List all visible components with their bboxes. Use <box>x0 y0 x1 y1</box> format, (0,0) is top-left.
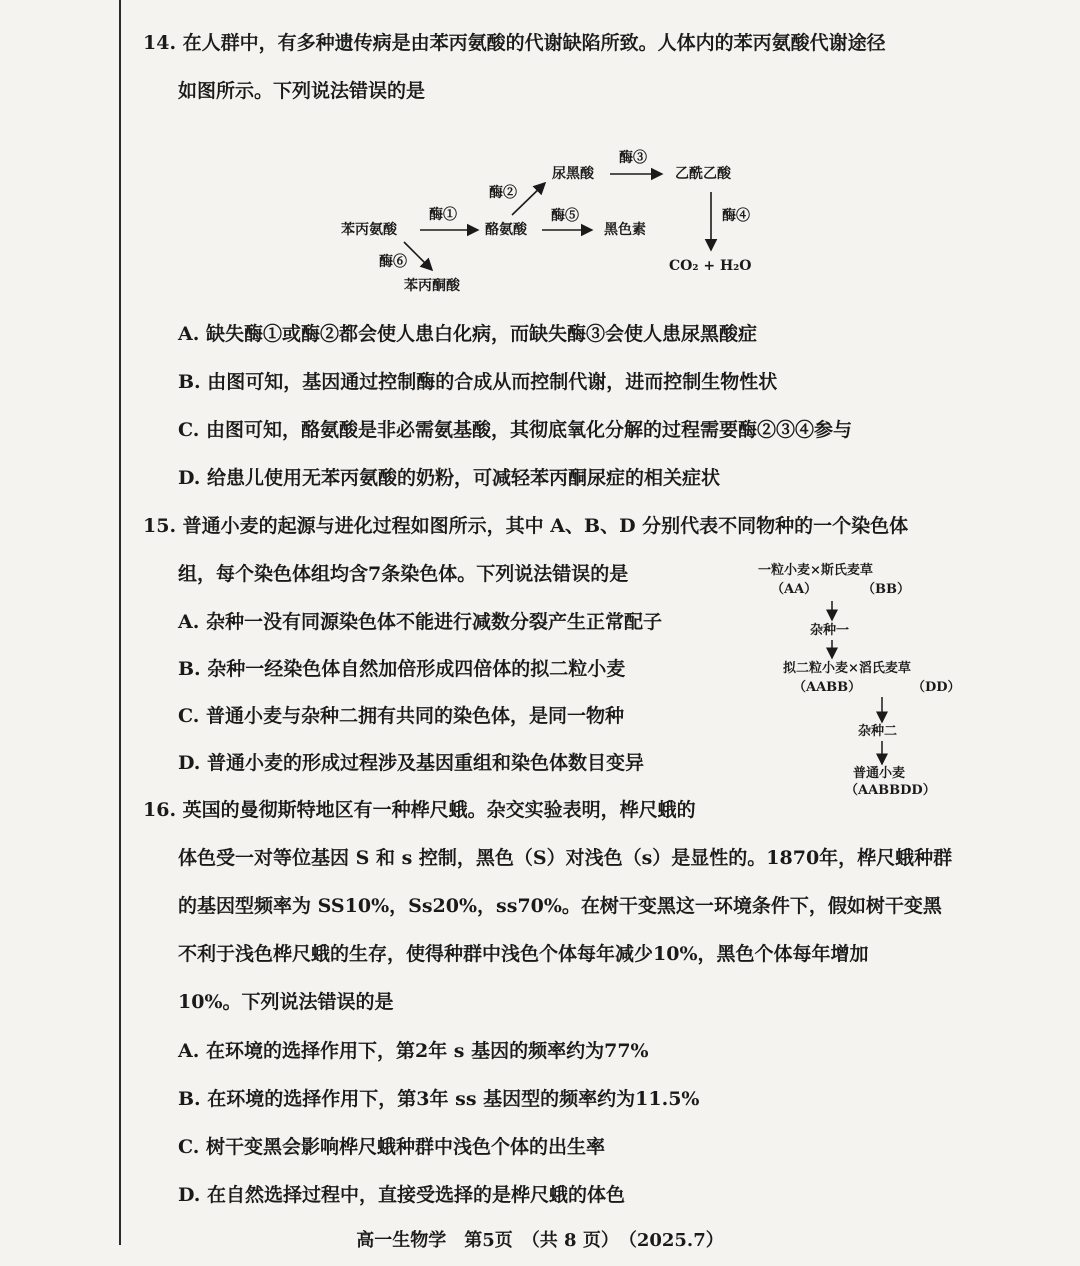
q16-option-a: A. 在环境的选择作用下，第2年 s 基因的频率约为77% <box>178 1040 649 1062</box>
label-genome-aabb: （AABB） <box>793 680 862 695</box>
node-cross-einkorn-aegilops: 一粒小麦×斯氏麦草 <box>758 563 873 578</box>
label-enzyme-4: 酶④ <box>722 208 750 224</box>
node-hybrid-two: 杂种二 <box>858 724 898 739</box>
label-genome-aa: （AA） <box>771 582 818 597</box>
q15-stem-line2: 组，每个染色体组均含7条染色体。下列说法错误的是 <box>178 563 629 585</box>
label-genome-aabbdd: （AABBDD） <box>845 783 936 798</box>
node-common-wheat: 普通小麦 <box>853 766 906 781</box>
q15-option-d: D. 普通小麦的形成过程涉及基因重组和染色体数目变异 <box>178 752 645 774</box>
q16-option-b: B. 在环境的选择作用下，第3年 ss 基因型的频率约为11.5% <box>178 1088 700 1110</box>
arrow-phe-ppa <box>404 242 432 270</box>
label-enzyme-6: 酶⑥ <box>379 254 407 270</box>
q14-option-a: A. 缺失酶①或酶②都会使人患白化病，而缺失酶③会使人患尿黑酸症 <box>178 323 757 345</box>
q16-stem-line4: 不利于浅色桦尺蛾的生存，使得种群中浅色个体每年减少10%，黑色个体每年增加 <box>178 943 869 965</box>
q15-option-a: A. 杂种一没有同源染色体不能进行减数分裂产生正常配子 <box>178 611 662 633</box>
label-genome-dd: （DD） <box>912 680 961 695</box>
node-hybrid-one: 杂种一 <box>810 623 850 638</box>
q14-option-b: B. 由图可知，基因通过控制酶的合成从而控制代谢，进而控制生物性状 <box>178 371 778 393</box>
label-enzyme-1: 酶① <box>429 207 457 223</box>
q16-stem-line5: 10%。下列说法错误的是 <box>178 991 394 1013</box>
label-genome-bb: （BB） <box>862 582 910 597</box>
q16-option-c: C. 树干变黑会影响桦尺蛾种群中浅色个体的出生率 <box>178 1136 606 1158</box>
q15-option-c: C. 普通小麦与杂种二拥有共同的染色体，是同一物种 <box>178 705 625 727</box>
q15-stem-line1: 15. 普通小麦的起源与进化过程如图所示，其中 A、B、D 分别代表不同物种的一个染色体 <box>143 515 909 537</box>
q16-stem-line2: 体色受一对等位基因 S 和 s 控制，黑色（S）对浅色（s）是显性的。1870年，桦尺蛾种群 <box>178 847 953 869</box>
q16-option-d: D. 在自然选择过程中，直接受选择的是桦尺蛾的体色 <box>178 1184 626 1206</box>
q14-stem-line1: 14. 在人群中，有多种遗传病是由苯丙氨酸的代谢缺陷所致。人体内的苯丙氨酸代谢途径 <box>143 32 886 54</box>
node-phenylalanine: 苯丙氨酸 <box>341 222 397 238</box>
node-acetoacetic-acid: 乙酰乙酸 <box>675 166 731 182</box>
node-homogentisic-acid: 尿黑酸 <box>552 166 594 182</box>
q14-option-d: D. 给患儿使用无苯丙氨酸的奶粉，可减轻苯丙酮尿症的相关症状 <box>178 467 721 489</box>
q15-option-b: B. 杂种一经染色体自然加倍形成四倍体的拟二粒小麦 <box>178 658 626 680</box>
label-enzyme-5: 酶⑤ <box>551 208 579 224</box>
node-melanin: 黑色素 <box>604 222 646 238</box>
q14-stem-line2: 如图所示。下列说法错误的是 <box>178 80 426 102</box>
node-co2-h2o: CO₂ + H₂O <box>669 258 752 274</box>
page-footer: 高一生物学 第5页 （共 8 页） （2025.7） <box>356 1230 724 1251</box>
label-enzyme-3: 酶③ <box>619 150 647 166</box>
label-enzyme-2: 酶② <box>489 185 517 201</box>
q14-option-c: C. 由图可知，酪氨酸是非必需氨基酸，其彻底氧化分解的过程需要酶②③④参与 <box>178 419 853 441</box>
node-tyrosine: 酪氨酸 <box>485 222 527 238</box>
q16-stem-line1: 16. 英国的曼彻斯特地区有一种桦尺蛾。杂交实验表明，桦尺蛾的 <box>143 799 696 821</box>
node-cross-tetraploid-tauschii: 拟二粒小麦×滔氏麦草 <box>783 661 911 676</box>
node-phenylpyruvic-acid: 苯丙酮酸 <box>404 278 460 294</box>
q16-stem-line3: 的基因型频率为 SS10%，Ss20%，ss70%。在树干变黑这一环境条件下，假如树干变黑 <box>178 895 942 917</box>
